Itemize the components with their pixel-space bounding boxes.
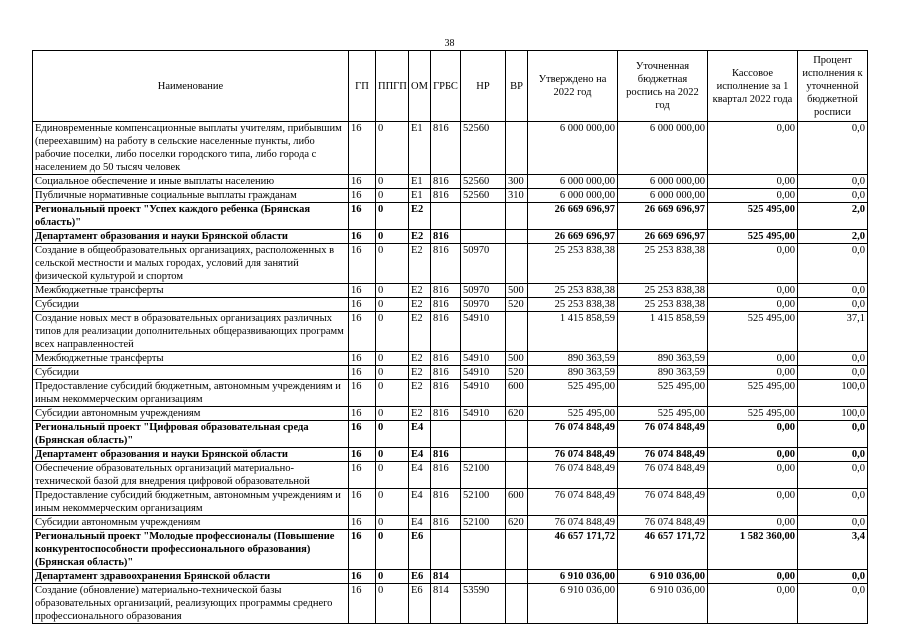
header-grbs: ГРБС <box>431 51 461 122</box>
cell-gp: 16 <box>349 407 376 421</box>
cell-cash: 0,00 <box>708 352 798 366</box>
cell-name: Создание новых мест в образовательных организациях различных типов для реализации дополнительных общеразвивающих программ всех направленностей <box>33 312 349 352</box>
cell-ppgp: 0 <box>376 448 409 462</box>
cell-vr: 600 <box>506 380 528 407</box>
cell-vr: 500 <box>506 352 528 366</box>
cell-vr: 620 <box>506 407 528 421</box>
cell-refined: 25 253 838,38 <box>618 298 708 312</box>
cell-refined: 525 495,00 <box>618 380 708 407</box>
cell-gp: 16 <box>349 175 376 189</box>
cell-grbs <box>431 421 461 448</box>
cell-grbs: 816 <box>431 462 461 489</box>
cell-grbs: 816 <box>431 380 461 407</box>
cell-approved: 25 253 838,38 <box>528 298 618 312</box>
cell-grbs <box>431 203 461 230</box>
cell-gp: 16 <box>349 448 376 462</box>
cell-gp: 16 <box>349 584 376 624</box>
cell-vr: 520 <box>506 366 528 380</box>
cell-approved: 890 363,59 <box>528 366 618 380</box>
cell-gp: 16 <box>349 189 376 203</box>
header-row <box>33 51 868 122</box>
cell-vr <box>506 462 528 489</box>
cell-percent: 0,0 <box>798 462 868 489</box>
cell-approved: 76 074 848,49 <box>528 448 618 462</box>
table-row <box>33 230 868 244</box>
cell-cash: 0,00 <box>708 462 798 489</box>
cell-vr <box>506 421 528 448</box>
cell-percent: 0,0 <box>798 122 868 175</box>
cell-name: Субсидии <box>33 366 349 380</box>
cell-name: Обеспечение образовательных организаций материально-технической базой для внедрения цифровой образовательной <box>33 462 349 489</box>
cell-np: 50970 <box>461 244 506 284</box>
cell-grbs: 816 <box>431 352 461 366</box>
cell-cash: 0,00 <box>708 366 798 380</box>
table-row <box>33 203 868 230</box>
cell-vr <box>506 203 528 230</box>
cell-vr: 500 <box>506 284 528 298</box>
cell-ppgp: 0 <box>376 312 409 352</box>
cell-ppgp: 0 <box>376 380 409 407</box>
cell-name: Региональный проект "Молодые профессионалы (Повышение конкурентоспособности профессионального образования) (Брянская область)" <box>33 530 349 570</box>
cell-refined: 890 363,59 <box>618 366 708 380</box>
table-row <box>33 122 868 175</box>
cell-ppgp: 0 <box>376 366 409 380</box>
cell-grbs: 814 <box>431 570 461 584</box>
cell-cash: 525 495,00 <box>708 312 798 352</box>
cell-approved: 6 000 000,00 <box>528 175 618 189</box>
header-gp: ГП <box>349 51 376 122</box>
cell-refined: 6 000 000,00 <box>618 122 708 175</box>
cell-cash: 0,00 <box>708 244 798 284</box>
table-row <box>33 516 868 530</box>
table-row <box>33 244 868 284</box>
cell-approved: 525 495,00 <box>528 407 618 421</box>
cell-ppgp: 0 <box>376 244 409 284</box>
cell-refined: 76 074 848,49 <box>618 421 708 448</box>
cell-name: Департамент образования и науки Брянской области <box>33 448 349 462</box>
cell-grbs: 814 <box>431 584 461 624</box>
cell-np: 50970 <box>461 298 506 312</box>
cell-np <box>461 530 506 570</box>
cell-om: E2 <box>409 284 431 298</box>
cell-grbs <box>431 530 461 570</box>
cell-om: E4 <box>409 516 431 530</box>
cell-np: 52560 <box>461 175 506 189</box>
cell-ppgp: 0 <box>376 203 409 230</box>
table-row <box>33 421 868 448</box>
cell-vr <box>506 448 528 462</box>
cell-name: Предоставление субсидий бюджетным, автономным учреждениям и иным некоммерческим организациям <box>33 489 349 516</box>
cell-approved: 25 253 838,38 <box>528 284 618 298</box>
cell-name: Межбюджетные трансферты <box>33 352 349 366</box>
cell-np <box>461 570 506 584</box>
cell-refined: 6 000 000,00 <box>618 189 708 203</box>
cell-om: E6 <box>409 570 431 584</box>
cell-grbs: 816 <box>431 448 461 462</box>
table-row <box>33 407 868 421</box>
cell-cash: 0,00 <box>708 489 798 516</box>
cell-cash: 0,00 <box>708 448 798 462</box>
cell-percent: 0,0 <box>798 489 868 516</box>
cell-cash: 525 495,00 <box>708 230 798 244</box>
cell-ppgp: 0 <box>376 230 409 244</box>
cell-refined: 6 910 036,00 <box>618 570 708 584</box>
cell-name: Межбюджетные трансферты <box>33 284 349 298</box>
cell-percent: 2,0 <box>798 230 868 244</box>
cell-gp: 16 <box>349 284 376 298</box>
cell-approved: 6 910 036,00 <box>528 570 618 584</box>
cell-vr: 620 <box>506 516 528 530</box>
cell-np <box>461 230 506 244</box>
cell-grbs: 816 <box>431 489 461 516</box>
table-row <box>33 462 868 489</box>
cell-ppgp: 0 <box>376 462 409 489</box>
cell-refined: 26 669 696,97 <box>618 230 708 244</box>
cell-vr <box>506 584 528 624</box>
header-name: Наименование <box>33 51 349 122</box>
cell-np: 50970 <box>461 284 506 298</box>
cell-approved: 76 074 848,49 <box>528 421 618 448</box>
cell-np: 54910 <box>461 312 506 352</box>
cell-cash: 525 495,00 <box>708 380 798 407</box>
cell-om: E1 <box>409 175 431 189</box>
cell-refined: 1 415 858,59 <box>618 312 708 352</box>
cell-gp: 16 <box>349 530 376 570</box>
cell-percent: 0,0 <box>798 448 868 462</box>
cell-name: Региональный проект "Цифровая образовательная среда (Брянская область)" <box>33 421 349 448</box>
cell-grbs: 816 <box>431 122 461 175</box>
cell-ppgp: 0 <box>376 284 409 298</box>
cell-np: 53590 <box>461 584 506 624</box>
cell-gp: 16 <box>349 312 376 352</box>
cell-cash: 0,00 <box>708 284 798 298</box>
header-percent: Процент исполнения к уточненной бюджетной росписи <box>798 51 868 122</box>
cell-ppgp: 0 <box>376 175 409 189</box>
cell-percent: 0,0 <box>798 516 868 530</box>
table-row <box>33 380 868 407</box>
cell-refined: 46 657 171,72 <box>618 530 708 570</box>
cell-approved: 26 669 696,97 <box>528 203 618 230</box>
cell-gp: 16 <box>349 352 376 366</box>
cell-vr <box>506 312 528 352</box>
cell-cash: 0,00 <box>708 570 798 584</box>
cell-om: E4 <box>409 489 431 516</box>
cell-percent: 3,4 <box>798 530 868 570</box>
cell-np: 52100 <box>461 462 506 489</box>
cell-vr <box>506 230 528 244</box>
cell-percent: 0,0 <box>798 584 868 624</box>
cell-cash: 0,00 <box>708 175 798 189</box>
cell-percent: 0,0 <box>798 175 868 189</box>
table-row <box>33 312 868 352</box>
cell-cash: 0,00 <box>708 421 798 448</box>
cell-om: E2 <box>409 203 431 230</box>
cell-np: 54910 <box>461 407 506 421</box>
cell-om: E2 <box>409 366 431 380</box>
cell-grbs: 816 <box>431 230 461 244</box>
header-refined: Уточненная бюджетная роспись на 2022 год <box>618 51 708 122</box>
cell-vr <box>506 570 528 584</box>
cell-name: Субсидии автономным учреждениям <box>33 407 349 421</box>
cell-cash: 0,00 <box>708 298 798 312</box>
cell-cash: 0,00 <box>708 122 798 175</box>
cell-np: 52560 <box>461 122 506 175</box>
cell-gp: 16 <box>349 489 376 516</box>
cell-om: E6 <box>409 584 431 624</box>
cell-om: E2 <box>409 352 431 366</box>
cell-cash: 525 495,00 <box>708 203 798 230</box>
table-row <box>33 489 868 516</box>
cell-om: E4 <box>409 448 431 462</box>
cell-percent: 100,0 <box>798 380 868 407</box>
cell-approved: 25 253 838,38 <box>528 244 618 284</box>
cell-ppgp: 0 <box>376 516 409 530</box>
cell-refined: 26 669 696,97 <box>618 203 708 230</box>
table-row <box>33 298 868 312</box>
cell-vr <box>506 122 528 175</box>
cell-approved: 890 363,59 <box>528 352 618 366</box>
cell-refined: 76 074 848,49 <box>618 516 708 530</box>
table-row <box>33 352 868 366</box>
cell-om: E6 <box>409 530 431 570</box>
cell-approved: 76 074 848,49 <box>528 516 618 530</box>
cell-percent: 0,0 <box>798 352 868 366</box>
page-number: 38 <box>444 38 455 49</box>
cell-name: Социальное обеспечение и иные выплаты населению <box>33 175 349 189</box>
cell-name: Создание в общеобразовательных организациях, расположенных в сельской местности и малых городах, условий для занятий физической культурой и спортом <box>33 244 349 284</box>
header-ppgp: ППГП <box>376 51 409 122</box>
cell-percent: 0,0 <box>798 570 868 584</box>
cell-approved: 76 074 848,49 <box>528 462 618 489</box>
cell-vr: 520 <box>506 298 528 312</box>
cell-ppgp: 0 <box>376 570 409 584</box>
cell-approved: 6 910 036,00 <box>528 584 618 624</box>
cell-refined: 25 253 838,38 <box>618 284 708 298</box>
cell-percent: 0,0 <box>798 284 868 298</box>
cell-om: E1 <box>409 189 431 203</box>
cell-percent: 2,0 <box>798 203 868 230</box>
cell-grbs: 816 <box>431 298 461 312</box>
cell-gp: 16 <box>349 203 376 230</box>
cell-refined: 6 000 000,00 <box>618 175 708 189</box>
cell-cash: 525 495,00 <box>708 407 798 421</box>
cell-gp: 16 <box>349 244 376 284</box>
cell-percent: 0,0 <box>798 189 868 203</box>
cell-vr: 600 <box>506 489 528 516</box>
cell-refined: 6 910 036,00 <box>618 584 708 624</box>
cell-name: Единовременные компенсационные выплаты учителям, прибывшим (переехавшим) на работу в сельские населенные пункты, либо рабочие поселки, либо поселки городского типа, либо города с населением до 50 тысяч человек <box>33 122 349 175</box>
cell-om: E2 <box>409 312 431 352</box>
cell-refined: 525 495,00 <box>618 407 708 421</box>
cell-percent: 0,0 <box>798 244 868 284</box>
cell-np: 52100 <box>461 516 506 530</box>
cell-gp: 16 <box>349 380 376 407</box>
cell-gp: 16 <box>349 298 376 312</box>
cell-name: Предоставление субсидий бюджетным, автономным учреждениям и иным некоммерческим организациям <box>33 380 349 407</box>
cell-gp: 16 <box>349 122 376 175</box>
cell-name: Департамент образования и науки Брянской области <box>33 230 349 244</box>
cell-om: E2 <box>409 230 431 244</box>
cell-refined: 76 074 848,49 <box>618 489 708 516</box>
cell-om: E2 <box>409 244 431 284</box>
cell-approved: 26 669 696,97 <box>528 230 618 244</box>
cell-om: E4 <box>409 462 431 489</box>
table-row <box>33 175 868 189</box>
cell-gp: 16 <box>349 516 376 530</box>
cell-approved: 76 074 848,49 <box>528 489 618 516</box>
cell-vr <box>506 244 528 284</box>
cell-refined: 890 363,59 <box>618 352 708 366</box>
cell-np: 54910 <box>461 352 506 366</box>
cell-ppgp: 0 <box>376 407 409 421</box>
table-row <box>33 366 868 380</box>
cell-percent: 0,0 <box>798 298 868 312</box>
cell-refined: 76 074 848,49 <box>618 462 708 489</box>
cell-vr <box>506 530 528 570</box>
cell-ppgp: 0 <box>376 489 409 516</box>
cell-np: 54910 <box>461 380 506 407</box>
cell-gp: 16 <box>349 421 376 448</box>
cell-cash: 0,00 <box>708 189 798 203</box>
cell-name: Создание (обновление) материально-технической базы образовательных организаций, реализующих программы среднего профессионального образования <box>33 584 349 624</box>
cell-name: Региональный проект "Успех каждого ребенка (Брянская область)" <box>33 203 349 230</box>
table-body <box>33 122 868 624</box>
header-np: НР <box>461 51 506 122</box>
cell-grbs: 816 <box>431 244 461 284</box>
table-row <box>33 570 868 584</box>
cell-approved: 1 415 858,59 <box>528 312 618 352</box>
cell-percent: 0,0 <box>798 366 868 380</box>
cell-np <box>461 203 506 230</box>
cell-np: 52100 <box>461 489 506 516</box>
table-row <box>33 284 868 298</box>
cell-grbs: 816 <box>431 312 461 352</box>
header-vr: ВР <box>506 51 528 122</box>
cell-om: E2 <box>409 298 431 312</box>
cell-refined: 76 074 848,49 <box>618 448 708 462</box>
cell-np <box>461 421 506 448</box>
cell-np <box>461 448 506 462</box>
header-approved: Утверждено на 2022 год <box>528 51 618 122</box>
cell-om: E2 <box>409 407 431 421</box>
cell-vr: 300 <box>506 175 528 189</box>
header-cash: Кассовое исполнение за 1 квартал 2022 года <box>708 51 798 122</box>
cell-cash: 1 582 360,00 <box>708 530 798 570</box>
cell-grbs: 816 <box>431 366 461 380</box>
cell-ppgp: 0 <box>376 530 409 570</box>
cell-om: E2 <box>409 380 431 407</box>
cell-grbs: 816 <box>431 516 461 530</box>
cell-cash: 0,00 <box>708 516 798 530</box>
cell-percent: 100,0 <box>798 407 868 421</box>
cell-name: Департамент здравоохранения Брянской области <box>33 570 349 584</box>
cell-ppgp: 0 <box>376 352 409 366</box>
cell-approved: 6 000 000,00 <box>528 189 618 203</box>
cell-name: Субсидии <box>33 298 349 312</box>
table-row <box>33 448 868 462</box>
cell-approved: 6 000 000,00 <box>528 122 618 175</box>
cell-grbs: 816 <box>431 189 461 203</box>
cell-ppgp: 0 <box>376 298 409 312</box>
cell-ppgp: 0 <box>376 584 409 624</box>
header-om: ОМ <box>409 51 431 122</box>
cell-percent: 0,0 <box>798 421 868 448</box>
cell-percent: 37,1 <box>798 312 868 352</box>
cell-cash: 0,00 <box>708 584 798 624</box>
table-row <box>33 189 868 203</box>
cell-gp: 16 <box>349 230 376 244</box>
cell-grbs: 816 <box>431 175 461 189</box>
cell-refined: 25 253 838,38 <box>618 244 708 284</box>
cell-name: Субсидии автономным учреждениям <box>33 516 349 530</box>
cell-gp: 16 <box>349 366 376 380</box>
cell-approved: 46 657 171,72 <box>528 530 618 570</box>
cell-np: 52560 <box>461 189 506 203</box>
cell-ppgp: 0 <box>376 122 409 175</box>
cell-np: 54910 <box>461 366 506 380</box>
cell-approved: 525 495,00 <box>528 380 618 407</box>
cell-om: E4 <box>409 421 431 448</box>
cell-gp: 16 <box>349 570 376 584</box>
table-row <box>33 584 868 624</box>
cell-om: E1 <box>409 122 431 175</box>
cell-vr: 310 <box>506 189 528 203</box>
cell-name: Публичные нормативные социальные выплаты гражданам <box>33 189 349 203</box>
budget-table <box>32 50 868 624</box>
cell-grbs: 816 <box>431 407 461 421</box>
cell-grbs: 816 <box>431 284 461 298</box>
cell-ppgp: 0 <box>376 189 409 203</box>
cell-ppgp: 0 <box>376 421 409 448</box>
table-row <box>33 530 868 570</box>
cell-gp: 16 <box>349 462 376 489</box>
